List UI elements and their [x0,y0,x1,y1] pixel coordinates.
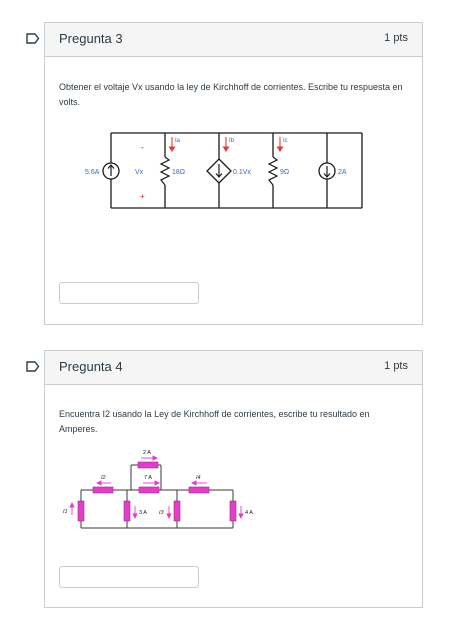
question-points: 1 pts [384,32,408,44]
r1-label: 18Ω [172,169,186,176]
label-i1: I1 [63,509,68,515]
ia-label: Ia [175,138,181,144]
question-card-4 [44,350,423,608]
minus-sign: - [141,143,144,152]
resistor-4a [230,501,236,521]
question-title: Pregunta 4 [59,359,123,374]
current-source-left [103,163,119,179]
label-4a: 4 A [245,510,253,516]
question-title: Pregunta 3 [59,31,123,46]
label-2a: 2 A [143,450,151,456]
flag-question-icon[interactable] [26,361,40,372]
vx-label: Vx [135,169,144,176]
ic-label: Ic [283,138,288,144]
resistor-7a [139,487,159,493]
resistor-i1 [78,501,84,521]
resistor-3a [124,501,130,521]
label-3a: 3 A [139,510,147,516]
flag-question-icon[interactable] [26,33,40,44]
resistor-i3 [174,501,180,521]
dependent-current-source [207,159,231,183]
label-i4: I4 [196,475,201,481]
answer-input[interactable] [59,566,199,588]
resistor-9-ohm [269,157,277,185]
answer-input[interactable] [59,282,199,304]
source-left-label: 5.6A [85,169,100,176]
current-source-right [319,163,335,179]
label-7a: 7 A [144,475,152,481]
resistor-top [138,462,158,468]
resistor-18-ohm [161,157,169,185]
question-text: Obtener el voltaje Vx usando la ley de Kirchhoff de corrientes. Escribe tu respuesta en volts. [59,82,403,107]
label-i2: I2 [101,475,106,481]
label-i3: I3 [159,510,164,516]
plus-sign: + [140,192,145,201]
ib-label: Ib [229,138,235,144]
circuit-diagram [61,445,261,535]
circuit-diagram [83,127,383,217]
resistor-i2 [93,487,113,493]
dep-label: 0.1Vx [233,169,251,176]
question-card-3 [44,22,423,325]
r2-label: 9Ω [280,169,290,176]
question-text: Encuentra I2 usando la Ley de Kirchhoff de corrientes, escribe tu resultado en Amperes. [59,409,370,434]
question-header [45,351,422,385]
source-right-label: 2A [338,169,347,176]
resistor-i4 [189,487,209,493]
question-points: 1 pts [384,360,408,372]
question-header [45,23,422,57]
